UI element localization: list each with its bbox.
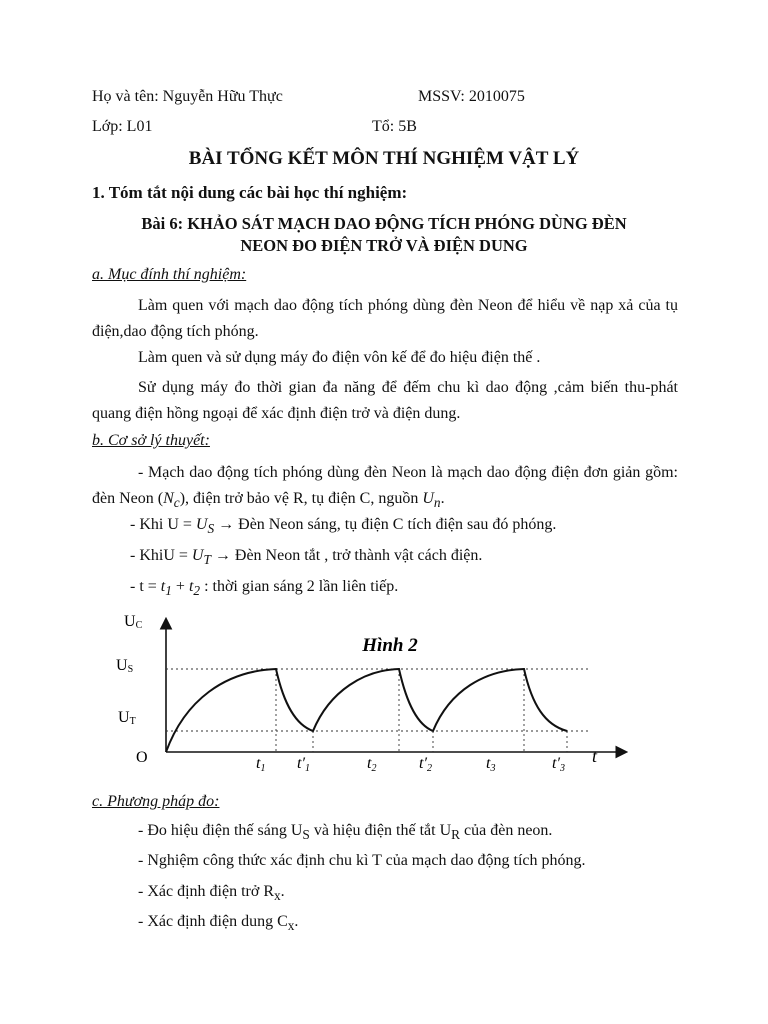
part-b-heading: b. Cơ sở lý thuyết: bbox=[92, 432, 210, 449]
figure-title: Hình 2 bbox=[362, 635, 418, 656]
part-c-line-2: - Nghiệm công thức xác định chu kì T của mạch dao động tích phóng. bbox=[138, 852, 586, 869]
lesson-title-line-1: Bài 6: KHẢO SÁT MẠCH DAO ĐỘNG TÍCH PHÓNG DÙNG ĐÈN bbox=[141, 214, 627, 233]
x-tick-label: t′1 bbox=[297, 755, 310, 774]
part-c-heading: c. Phương pháp đo: bbox=[92, 793, 220, 810]
us-level-label: US bbox=[116, 657, 134, 675]
part-c-line-3: - Xác định điện trở $R_x$. bbox=[138, 883, 285, 904]
lesson-title-line-2: NEON ĐO ĐIỆN TRỞ VÀ ĐIỆN DUNG bbox=[240, 236, 528, 255]
part-a-paragraph-3: Sử dụng máy đo thời gian đa năng để đếm chu kì dao động ,cảm biến thu-phát quang điện hồng ngoại để xác định điện trở và điện dung. bbox=[92, 379, 678, 422]
x-tick-label: t′3 bbox=[552, 755, 565, 774]
part-c-line-1: - Đo hiệu điện thế sáng $U_S$ và hiệu điện thế tắt $U_R$ của đèn neon. bbox=[138, 822, 553, 843]
part-c-line-4: - Xác định điện dung $C_x$. bbox=[138, 913, 299, 934]
part-a-heading: a. Mục đính thí nghiệm: bbox=[92, 266, 247, 283]
x-tick-label: t2 bbox=[367, 755, 377, 774]
ut-level-label: UT bbox=[118, 709, 136, 727]
part-b-paragraph-1: - Mạch dao động tích phóng dùng đèn Neon là mạch dao động điện đơn giản gồm: đèn Neon $(N_c)$, điện trở bảo vệ R, tụ điện C, nguồn $U_n$. bbox=[92, 464, 678, 511]
section-1-heading: 1. Tóm tắt nội dung các bài học thí nghiệm: bbox=[92, 183, 408, 202]
page-title: BÀI TỔNG KẾT MÔN THÍ NGHIỆM VẬT LÝ bbox=[188, 148, 580, 169]
part-b-line-2: - Khi $U = U_S$ → Đèn Neon sáng, tụ điện C tích điện sau đó phóng. bbox=[130, 516, 557, 537]
origin-label: O bbox=[136, 749, 148, 766]
x-axis-label: t bbox=[592, 746, 598, 766]
part-b-line-3: - KhiU = $U_T$ → Đèn Neon tắt , trở thành vật cách điện. bbox=[130, 547, 483, 568]
x-tick-label: t3 bbox=[486, 755, 496, 774]
part-b-line-4: - $t = t_1 + t_2$ : thời gian sáng 2 lần liên tiếp. bbox=[130, 578, 399, 599]
x-tick-label: t1 bbox=[256, 755, 266, 774]
student-id: MSSV: 2010075 bbox=[418, 88, 525, 105]
part-a-paragraph-2: Làm quen và sử dụng máy đo điện vôn kế để đo hiệu điện thế . bbox=[138, 349, 541, 366]
y-axis-label: UC bbox=[124, 613, 143, 631]
part-a-paragraph-1: Làm quen với mạch dao động tích phóng dùng đèn Neon để hiểu về nạp xả của tụ điện,dao động tích phóng. bbox=[92, 297, 678, 340]
class-label: Lớp: L01 bbox=[92, 118, 153, 135]
x-tick-label: t′2 bbox=[419, 755, 432, 774]
student-name: Họ và tên: Nguyễn Hữu Thực bbox=[92, 88, 283, 105]
figure-capacitor-voltage bbox=[0, 600, 768, 785]
x-tick-labels bbox=[256, 755, 565, 774]
charge-discharge-curve bbox=[166, 669, 567, 752]
group-label: Tổ: 5B bbox=[372, 118, 417, 135]
guide-lines bbox=[166, 669, 588, 752]
